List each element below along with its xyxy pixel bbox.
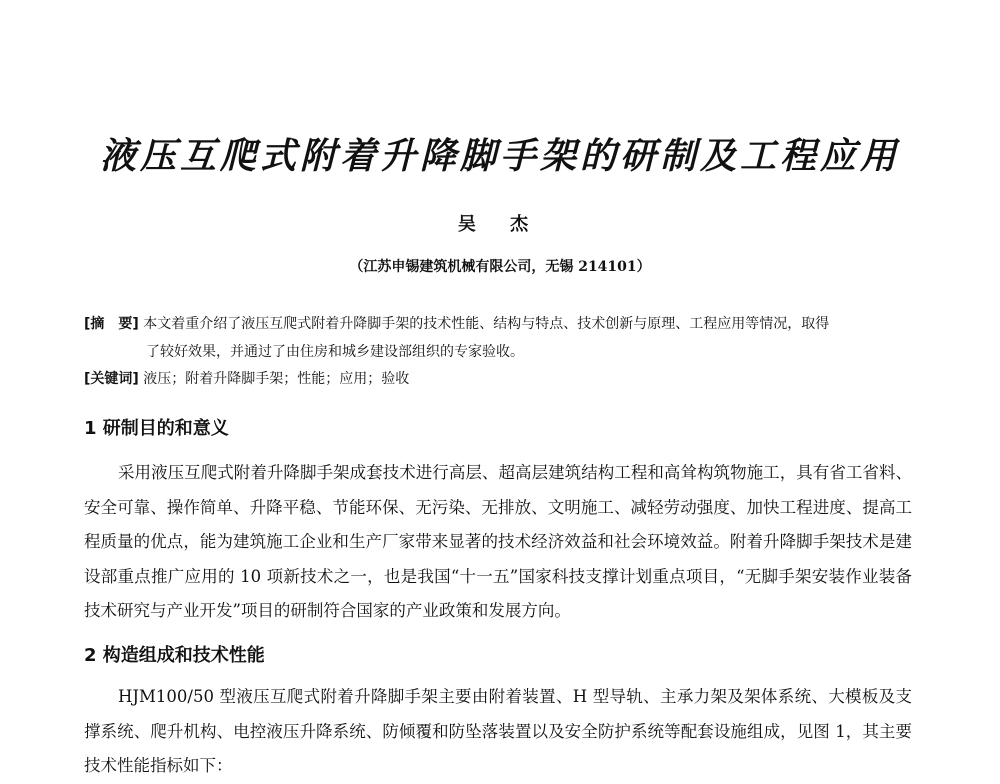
author-name: 吴 杰 xyxy=(457,214,543,235)
paper-title: 液压互爬式附着升降脚手架的研制及工程应用 xyxy=(99,135,900,177)
author-affiliation: （江苏申锡建筑机械有限公司，无锡 214101） xyxy=(349,259,651,275)
section-heading-1: 1 研制目的和意义 xyxy=(84,418,229,439)
abstract-text-1: 本文着重介绍了液压互爬式附着升降脚手架的技术性能、结构与特点、技术创新与原理、工程应用等情况，取得 xyxy=(143,316,830,332)
section-heading-2: 2 构造组成和技术性能 xyxy=(84,645,265,666)
keywords-text: 液压；附着升降脚手架；性能；应用；验收 xyxy=(143,371,410,387)
abstract-block xyxy=(84,310,914,366)
abstract-line-1 xyxy=(84,310,914,338)
section-paragraph-1: 采用液压互爬式附着升降脚手架成套技术进行高层、超高层建筑结构工程和高耸构筑物施工，具有省工省料、安全可靠、操作简单、升降平稳、节能环保、无污染、无排放、文明施工、减轻劳动强度、加快工程进度、提高工程质量的优点，能为建筑施工企业和生产厂家带来显著的技术经济效益和社会环境效益。附着升降脚手架技术是建设部重点推广应用的 10 项新技术之一，也是我国“十一五”国家科技支撑计划重点项目，“无脚手架安装作业装备技术研究与产业开发”项目的研制符合国家的产业政策和发展方向。 xyxy=(84,463,912,620)
keywords-block xyxy=(84,367,914,391)
section-paragraph-2: HJM100/50 型液压互爬式附着升降脚手架主要由附着装置、H 型导轨、主承力架及架体系统、大模板及支撑系统、爬升机构、电控液压升降系统、防倾覆和防坠落装置以及安全防护系统等配套设施组成，见图 1，其主要技术性能指标如下： xyxy=(84,687,912,775)
keywords-label: [关键词] xyxy=(84,371,139,387)
abstract-label: [摘 要] xyxy=(84,316,139,332)
abstract-text-2: 了较好效果，并通过了由住房和城乡建设部组织的专家验收。 xyxy=(146,344,524,360)
